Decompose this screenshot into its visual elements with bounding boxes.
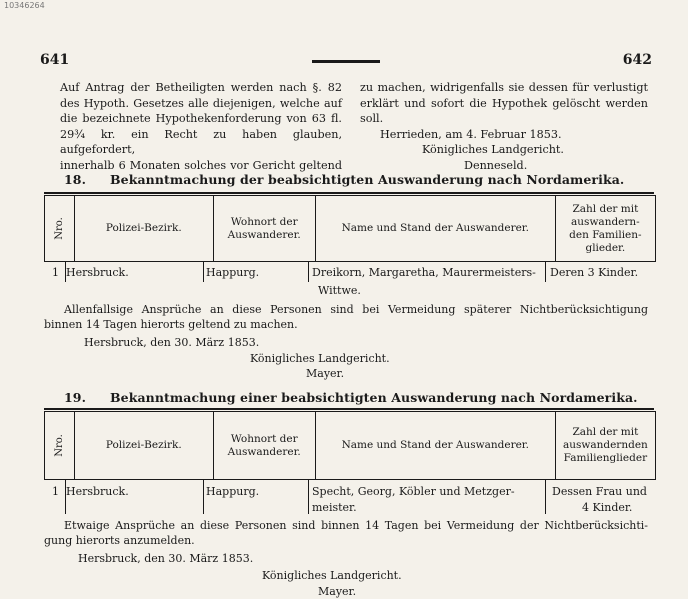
signature: Mayer. <box>306 367 345 380</box>
table-header-row <box>45 196 656 262</box>
right-line: erklärt und sofort die Hypothek gelöscht werden soll. <box>360 96 648 126</box>
cell-zahl: Deren 3 Kinder. <box>550 266 639 279</box>
left-column <box>60 80 342 174</box>
emigration-table <box>44 411 656 480</box>
court-name: Königliches Landgericht. <box>250 352 390 365</box>
section-heading: Bekanntmachung einer beabsichtigten Auswanderung nach Nordamerika. <box>110 390 638 405</box>
place-date: Hersbruck, den 30. März 1853. <box>84 336 260 349</box>
section-heading: Bekanntmachung der beabsichtigten Auswanderung nach Nordamerika. <box>110 172 625 187</box>
cell-bezirk: Hersbruck. <box>66 266 129 279</box>
left-line: innerhalb 6 Monaten solches vor Gericht geltend <box>60 158 342 172</box>
section-number: 19. <box>64 390 87 405</box>
cell-zahl: Dessen Frau und <box>552 485 647 498</box>
section-rule <box>44 192 654 194</box>
header-zahl: Zahl der mit auswandern- den Familien- glieder. <box>555 196 655 262</box>
left-line: des Hypoth. Gesetzes alle diejenigen, welche auf <box>60 96 342 110</box>
cell-zahl-cont: 4 Kinder. <box>582 501 633 514</box>
section-title <box>64 172 624 187</box>
right-line: zu machen, widrigenfalls sie dessen für verlustigt <box>360 81 648 94</box>
section-number: 18. <box>64 172 87 187</box>
header-rule <box>312 60 380 63</box>
header-name: Name und Stand der Auswanderer. <box>315 196 555 262</box>
header-name: Name und Stand der Auswanderer. <box>315 412 555 480</box>
header-wohnort: Wohnort der Auswanderer. <box>213 412 315 480</box>
header-bezirk: Polizei-Bezirk. <box>74 196 213 262</box>
cell-name-cont: Wittwe. <box>318 284 361 297</box>
notice-text: Etwaige Ansprüche an diese Personen sind binnen 14 Tagen bei Vermeidung der Nichtberücksichti- gung hierorts anzumelden. <box>44 519 648 547</box>
table-header-row <box>45 412 656 480</box>
header-wohnort: Wohnort der Auswanderer. <box>213 196 315 262</box>
court-name: Königliches Landgericht. <box>422 143 564 157</box>
place-date: Hersbruck, den 30. März 1853. <box>78 552 254 565</box>
cell-nr: 1 <box>52 266 59 279</box>
cell-name-cont: meister. <box>312 501 357 514</box>
scan-id: 10346264 <box>4 1 45 10</box>
court-name: Königliches Landgericht. <box>262 569 402 582</box>
cell-name: Specht, Georg, Köbler und Metzger- <box>312 485 515 498</box>
section-rule <box>44 408 654 410</box>
notice-text: Allenfallsige Ansprüche an diese Personen sind bei Vermeidung späterer Nichtberücksichtigung binnen 14 Tagen hierorts geltend zu machen. <box>44 303 648 331</box>
place-date: Herrieden, am 4. Februar 1853. <box>380 127 562 141</box>
page-number-right: 642 <box>622 52 652 68</box>
header-bezirk: Polizei-Bezirk. <box>74 412 213 480</box>
cell-name: Dreikorn, Margaretha, Maurermeisters- <box>312 266 536 279</box>
cell-wohnort: Happurg. <box>206 266 260 279</box>
signature: Mayer. <box>318 585 357 598</box>
header-nr: Nro. <box>45 412 75 480</box>
signature: Denneseld. <box>464 158 528 172</box>
cell-nr: 1 <box>52 485 59 498</box>
cell-bezirk: Hersbruck. <box>66 485 129 498</box>
left-line: die bezeichnete Hypothekenforderung von 63 fl. <box>60 112 342 126</box>
header-nr: Nro. <box>45 196 75 262</box>
emigration-table <box>44 195 656 262</box>
left-line: 29¾ kr. ein Recht zu haben glauben, aufgefordert, <box>60 127 342 157</box>
left-line: Auf Antrag der Betheiligten werden nach §. 82 <box>60 81 342 94</box>
section-title <box>64 390 638 405</box>
page-number-left: 641 <box>40 52 70 68</box>
header-zahl: Zahl der mit auswandernden Familienglieder <box>555 412 655 480</box>
cell-wohnort: Happurg. <box>206 485 260 498</box>
right-column <box>360 80 648 174</box>
